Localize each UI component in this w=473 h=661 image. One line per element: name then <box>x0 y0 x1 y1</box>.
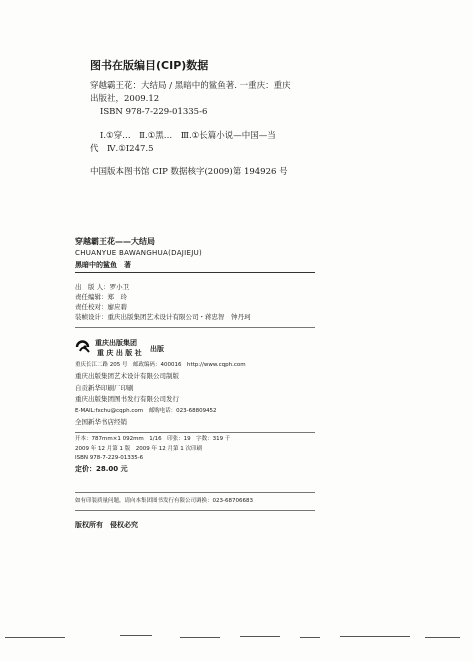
publisher-label: 出版 <box>150 345 164 353</box>
divider-notice-top <box>75 492 315 493</box>
responsible-proofreader: 责任校对：廖应碧 <box>75 303 127 311</box>
distributor: 重庆出版集团图书发行有限公司发行 <box>75 395 179 403</box>
seller: 全国新华书店经销 <box>75 418 127 426</box>
divider-top <box>75 272 315 273</box>
cip-subjects <box>90 130 276 156</box>
cip-desc-line-1: 穿越霸王花：大结局 / 黑暗中的鲨鱼著. 一重庆：重庆 <box>90 81 291 91</box>
publisher-address: 重庆长江二路 205 号 邮政编码：400016 http://www.cqph.com <box>75 362 246 368</box>
contact-info: E-MAIL:fxchu@cqph.com 邮购电话：023-68809452 <box>75 407 217 414</box>
price: 定价：28.00 元 <box>75 465 128 473</box>
publisher-logo-icon <box>75 340 91 354</box>
cip-heading: 图书在版编目(CIP)数据 <box>90 59 209 72</box>
production-block <box>75 371 217 429</box>
cip-desc-line-2: 出版社，2009.12 <box>90 94 160 104</box>
cip-number: 中国版本图书馆 CIP 数据核字(2009)第 194926 号 <box>90 167 288 177</box>
divider-staff <box>75 327 315 328</box>
printer: 自贡新华印刷厂印刷 <box>75 383 134 392</box>
typesetter: 重庆出版集团艺术设计有限公司制版 <box>75 372 179 380</box>
cip-isbn: ISBN 978-7-229-01335-6 <box>100 107 208 117</box>
scan-artifact-line-6 <box>340 636 410 637</box>
scan-artifact-line-2 <box>120 635 152 636</box>
book-author: 黑暗中的鲨鱼 著 <box>75 261 131 269</box>
scan-artifact-line-3 <box>180 637 220 638</box>
book-title: 穿越霸王花——大结局 <box>75 237 155 246</box>
format-info: 开本：787mm×1 092mm 1/16 印张：19 字数：319 千 <box>75 436 231 442</box>
responsible-editor: 责任编辑：郑 玲 <box>75 293 127 301</box>
cip-subject-line-1: Ⅰ.①穿… Ⅱ.①黑… Ⅲ.①长篇小说—中国—当 <box>100 131 276 141</box>
scan-artifact-line-4 <box>240 636 280 637</box>
quality-notice: 如有印装质量问题，请向本集团图书发行有限公司调换：023-68706683 <box>75 498 253 504</box>
cip-subject-line-2: 代 Ⅳ.①I247.5 <box>90 144 154 154</box>
publisher-name-line-1: 重庆出版集团 <box>95 339 137 347</box>
scan-artifact-line-5 <box>300 637 320 638</box>
scan-artifact-line-1 <box>5 637 65 638</box>
book-pinyin: CHUANYUE BAWANGHUA(DAJIEJU) <box>75 249 203 257</box>
specs-isbn: ISBN 978-7-229-01335-6 <box>75 455 144 461</box>
publisher-name <box>95 338 142 358</box>
edition-info: 2009 年 12 月第 1 版 2009 年 12 月第 1 次印刷 <box>75 445 202 452</box>
cip-description <box>90 80 291 119</box>
specs-block <box>75 435 230 464</box>
scan-artifact-line-7 <box>425 637 460 638</box>
publisher-name-line-2: 重 庆 出 版 社 <box>97 349 142 357</box>
divider-specs <box>75 432 315 433</box>
publisher-person: 出 版 人：罗小卫 <box>75 283 130 291</box>
divider-notice-bottom <box>75 510 315 511</box>
staff-block <box>75 282 251 322</box>
cover-design: 装帧设计：重庆出版集团艺术设计有限公司・蒋忠智 钟丹珂 <box>75 313 251 321</box>
copyright-notice: 版权所有 侵权必究 <box>75 521 138 529</box>
